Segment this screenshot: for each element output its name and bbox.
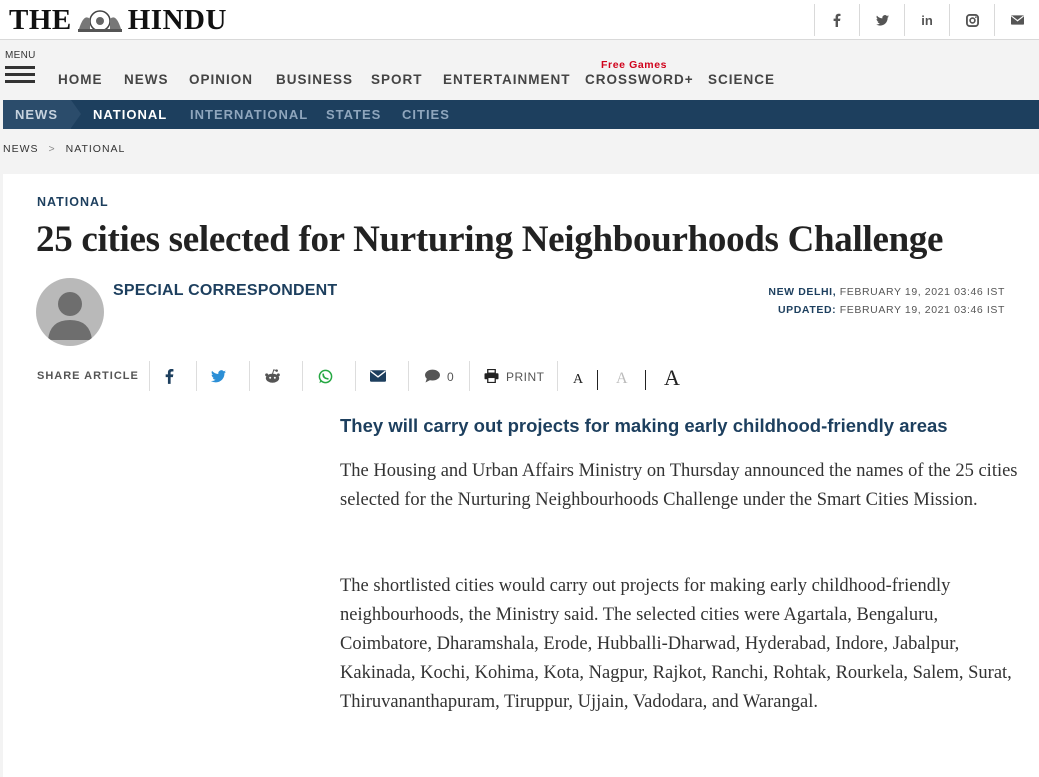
person-icon [36,278,104,346]
share-divider [557,361,558,391]
section-tab-national[interactable]: NATIONAL [93,107,168,122]
linkedin-icon[interactable] [904,4,949,36]
breadcrumb-news[interactable]: NEWS [3,143,39,155]
dateline [768,283,1005,319]
font-size-large-button[interactable]: A [664,365,680,390]
font-size-medium-button[interactable]: A [616,370,628,387]
share-divider [249,361,250,391]
social-links [814,4,1039,36]
menu-label: MENU [5,50,36,61]
twitter-icon[interactable] [859,4,904,36]
article-subhead: They will carry out projects for making early childhood-friendly areas [340,415,948,436]
section-tab-news[interactable]: NEWS [3,100,71,129]
article-paragraph: The Housing and Urban Affairs Ministry on Thursday announced the names of the 25 cities selected for the Nurturing Neighbourhoods Challenge under the Smart Cities Mission. [340,461,1018,510]
nav-item-sport[interactable]: SPORT [371,72,423,87]
updated-date: FEBRUARY 19, 2021 03:46 IST [839,304,1005,316]
share-divider [408,361,409,391]
author-name[interactable]: SPECIAL CORRESPONDENT [113,282,338,299]
nav-item-entertainment[interactable]: ENTERTAINMENT [443,72,571,87]
section-tab-international[interactable]: INTERNATIONAL [190,107,309,122]
print-button[interactable]: PRINT [506,370,545,384]
font-size-divider [645,370,646,390]
breadcrumb-national[interactable]: NATIONAL [65,143,126,155]
nav-item-crossword[interactable]: CROSSWORD+ [585,72,694,87]
nav-item-opinion[interactable]: OPINION [189,72,254,87]
hamburger-icon-bar [5,73,35,76]
site-logo[interactable] [9,3,227,37]
crest-icon [76,5,124,35]
print-icon[interactable] [484,366,499,386]
share-divider [469,361,470,391]
free-games-label[interactable]: Free Games [601,59,668,71]
share-divider [302,361,303,391]
section-nav [3,100,1039,129]
facebook-icon[interactable] [814,4,859,36]
top-header [0,0,1039,40]
menu-button[interactable] [5,50,37,87]
author-avatar [36,278,104,346]
font-size-divider [597,370,598,390]
hamburger-icon-bar [5,80,35,83]
section-tab-states[interactable]: STATES [326,107,382,122]
share-divider [196,361,197,391]
email-icon[interactable] [994,4,1039,36]
share-email-icon[interactable] [370,366,386,386]
article-headline: 25 cities selected for Nurturing Neighbourhoods Challenge [36,219,944,260]
nav-item-business[interactable]: BUSINESS [276,72,354,87]
main-nav [0,40,1039,99]
share-reddit-icon[interactable] [264,366,281,386]
linkedin-glyph: in [921,12,933,28]
nav-item-science[interactable]: SCIENCE [708,72,776,87]
article-paragraph: The shortlisted cities would carry out projects for making early childhood-friendly neighbourhoods, the Ministry said. The selected cities were Agartala, Bengaluru, Coimbatore, Dharamshala, Erode, Hubballi-Dharwad, Hyderabad, Indore, Jabalpur, Kakinada, Kochi, Kohima, Kota, Nagpur, Rajkot, Ranchi, Rohtak, Rourkela, Salem, Surat, Thiruvananthapuram, Tiruppur, Ujjain, Vadodara, and Warangal. [340,576,1012,712]
breadcrumb [3,143,125,155]
nav-item-home[interactable]: HOME [58,72,103,87]
nav-item-news[interactable]: NEWS [124,72,169,87]
font-size-small-button[interactable]: A [573,372,584,387]
share-whatsapp-icon[interactable] [318,366,333,386]
breadcrumb-separator: > [48,143,56,155]
share-facebook-icon[interactable] [165,366,174,386]
article-card [3,174,1039,777]
share-twitter-icon[interactable] [211,366,226,386]
share-article-label: SHARE ARTICLE [37,370,139,382]
comment-icon[interactable] [424,366,441,386]
hamburger-icon [5,66,35,69]
share-divider [149,361,150,391]
comment-count[interactable]: 0 [447,370,454,384]
share-divider [355,361,356,391]
logo-text-hindu: HINDU [127,3,227,36]
instagram-icon[interactable] [949,4,994,36]
published-date: FEBRUARY 19, 2021 03:46 IST [839,286,1005,298]
section-tab-cities[interactable]: CITIES [402,107,450,122]
dateline-location: NEW DELHI, [768,286,837,298]
logo-text-the: THE [9,3,72,36]
updated-label: UPDATED: [777,304,837,316]
article-section-label[interactable]: NATIONAL [37,195,109,209]
